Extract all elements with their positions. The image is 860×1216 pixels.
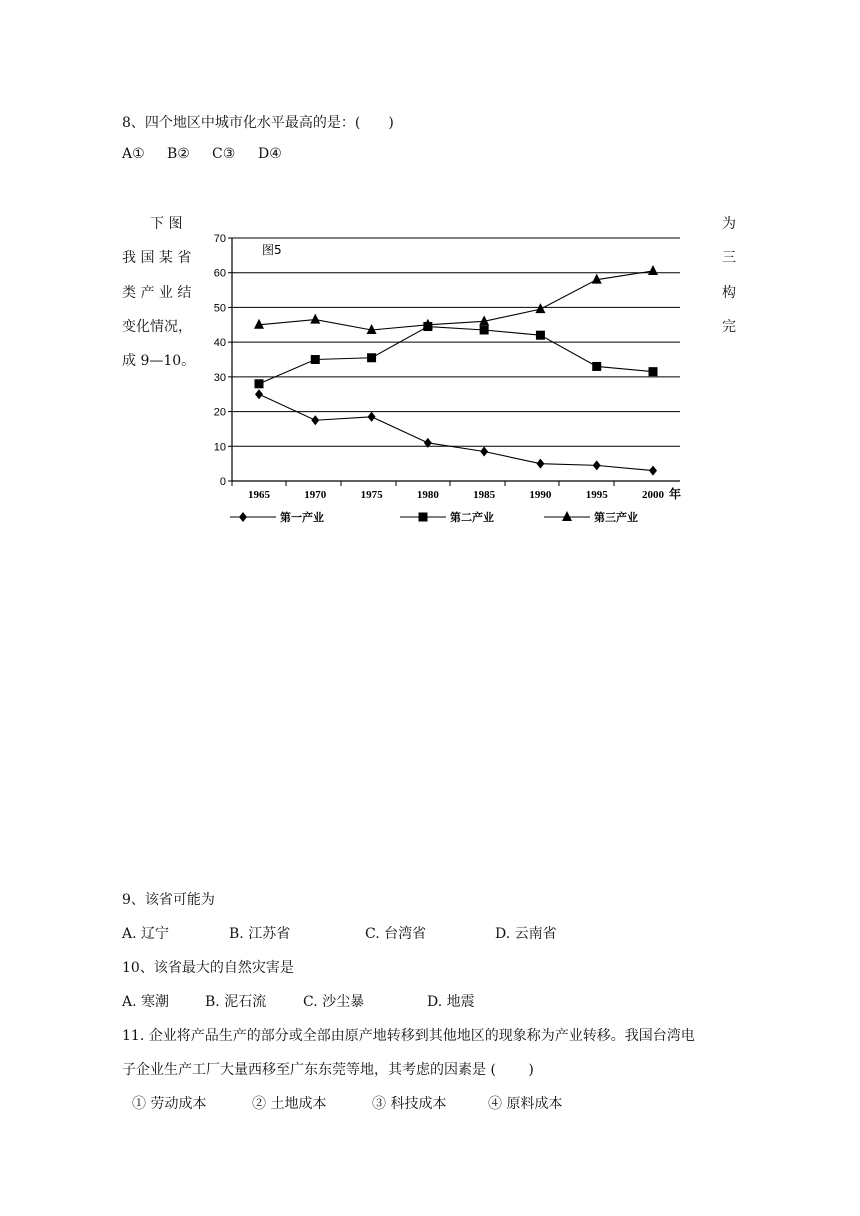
data-point-series-1 bbox=[593, 460, 601, 470]
y-tick-label: 10 bbox=[213, 441, 226, 454]
data-point-series-2 bbox=[480, 325, 489, 334]
x-tick-label: 1980 bbox=[416, 489, 439, 501]
data-point-series-3 bbox=[648, 265, 658, 275]
question-8-stem: 8、四个地区中城市化水平最高的是：( ) bbox=[122, 115, 394, 131]
q8-option-d: D④ bbox=[258, 146, 282, 162]
q8-option-c: C③ bbox=[212, 146, 236, 162]
x-unit-label: 年 bbox=[669, 487, 682, 501]
intro-row2-right: 三 bbox=[722, 250, 736, 266]
q9-option-b: B. 江苏省 bbox=[229, 926, 291, 942]
data-point-series-2 bbox=[367, 353, 376, 362]
x-tick-label: 1995 bbox=[585, 489, 608, 501]
data-point-series-1 bbox=[480, 446, 488, 456]
x-tick-label: 2000 bbox=[642, 489, 664, 501]
intro-row1-left: 下 图 bbox=[150, 216, 183, 232]
question-11-stem-line1 bbox=[122, 1025, 738, 1045]
question-10-stem: 10、该省最大的自然灾害是 bbox=[122, 960, 294, 976]
y-tick-label: 30 bbox=[213, 371, 226, 384]
q10-option-d: D. 地震 bbox=[427, 994, 475, 1010]
series-line-1 bbox=[259, 394, 653, 470]
y-tick-label: 70 bbox=[213, 233, 226, 245]
data-point-series-2 bbox=[536, 331, 545, 340]
q11-line1-text: 11. 企业将产品生产的部分或全部由原产地转移到其他地区的现象称为产业转移。我国台湾电 bbox=[122, 1028, 695, 1044]
q10-option-b: B. 泥石流 bbox=[205, 994, 267, 1010]
intro-row1-right: 为 bbox=[722, 216, 736, 232]
q11-option-2: ② 土地成本 bbox=[252, 1096, 327, 1112]
x-tick-label: 1985 bbox=[473, 489, 496, 501]
intro-row4-right: 完 bbox=[722, 319, 736, 335]
legend-marker bbox=[239, 512, 247, 522]
x-tick-label: 1990 bbox=[529, 489, 552, 501]
data-point-series-1 bbox=[255, 389, 263, 399]
legend-label: 第二产业 bbox=[450, 511, 494, 524]
legend-label: 第一产业 bbox=[280, 511, 324, 524]
legend-marker bbox=[419, 513, 428, 522]
data-point-series-2 bbox=[649, 367, 658, 376]
q9-option-d: D. 云南省 bbox=[495, 926, 557, 942]
y-tick-label: 60 bbox=[213, 267, 226, 280]
data-point-series-2 bbox=[255, 379, 264, 388]
chart-title: 图5 bbox=[262, 243, 282, 257]
question-11-stem-line2: 子企业生产工厂大量西移至广东东莞等地，其考虑的因素是 ( ) bbox=[122, 1062, 534, 1078]
q8-option-b: B② bbox=[167, 146, 190, 162]
q8-option-a: A① bbox=[122, 146, 145, 162]
data-point-series-3 bbox=[535, 303, 545, 313]
intro-row3-left: 类 产 业 结 bbox=[122, 285, 192, 301]
question-9-stem: 9、该省可能为 bbox=[122, 892, 215, 908]
q10-option-a: A. 寒潮 bbox=[122, 994, 170, 1010]
x-tick-label: 1970 bbox=[304, 489, 327, 501]
intro-row3-right: 构 bbox=[722, 285, 736, 301]
x-tick-label: 1975 bbox=[360, 489, 383, 501]
data-point-series-2 bbox=[311, 355, 320, 364]
intro-row2-left: 我 国 某 省 bbox=[122, 250, 192, 266]
q10-option-c: C. 沙尘暴 bbox=[303, 994, 365, 1010]
data-point-series-2 bbox=[592, 362, 601, 371]
y-tick-label: 50 bbox=[213, 302, 226, 315]
q11-option-1: ① 劳动成本 bbox=[132, 1096, 207, 1112]
intro-row4-left: 变化情况， bbox=[122, 319, 192, 335]
intro-row5-left: 成 9—10。 bbox=[122, 353, 196, 369]
y-tick-label: 20 bbox=[213, 406, 226, 419]
y-tick-label: 0 bbox=[219, 476, 226, 488]
data-point-series-1 bbox=[536, 459, 544, 469]
industry-structure-chart bbox=[196, 224, 696, 534]
data-point-series-1 bbox=[311, 415, 319, 425]
data-point-series-1 bbox=[368, 412, 376, 422]
data-point-series-3 bbox=[310, 314, 320, 324]
q11-option-4: ④ 原料成本 bbox=[488, 1096, 563, 1112]
y-tick-label: 40 bbox=[213, 337, 226, 350]
x-tick-label: 1965 bbox=[248, 489, 270, 501]
legend-marker bbox=[562, 511, 572, 521]
q9-option-c: C. 台湾省 bbox=[365, 926, 427, 942]
q11-option-3: ③ 科技成本 bbox=[372, 1096, 447, 1112]
data-point-series-3 bbox=[254, 319, 264, 329]
legend-label: 第三产业 bbox=[594, 511, 638, 524]
data-point-series-1 bbox=[649, 466, 657, 476]
q9-option-a: A. 辽宁 bbox=[122, 926, 170, 942]
